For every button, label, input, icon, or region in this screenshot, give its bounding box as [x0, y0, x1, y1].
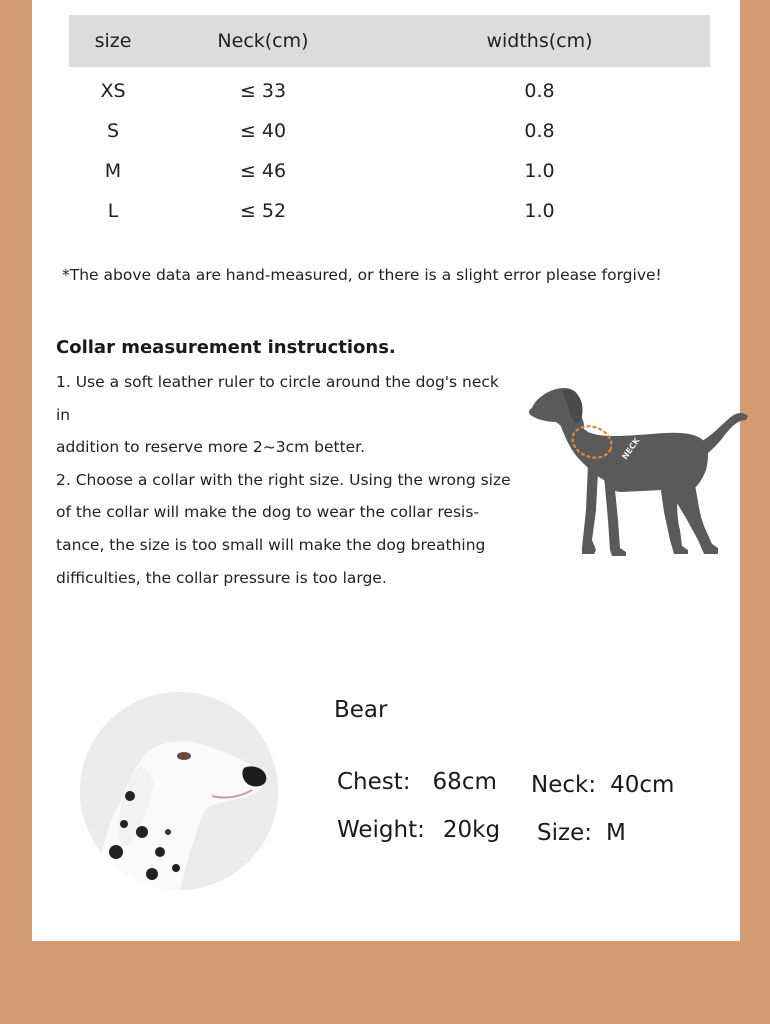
chest-label: Chest:: [337, 769, 411, 795]
cell-width: 0.8: [524, 80, 555, 102]
dalmatian-portrait-icon: [80, 692, 278, 890]
chest-stat: [337, 769, 497, 795]
cell-size: L: [107, 200, 119, 222]
weight-label: Weight:: [337, 817, 425, 843]
size-stat: [537, 820, 626, 846]
weight-value: 20kg: [442, 817, 501, 843]
table-row: [69, 191, 710, 231]
instructions-title: Collar measurement instructions.: [56, 337, 396, 358]
table-row: [69, 111, 710, 151]
instruction-line: difficulties, the collar pressure is too large.: [56, 568, 387, 587]
instruction-line: tance, the size is too small will make the dog breathing: [56, 535, 486, 554]
cell-neck: ≤ 33: [239, 80, 287, 102]
size-chart-table: [69, 15, 710, 231]
table-row: [69, 151, 710, 191]
table-row: [69, 67, 710, 111]
cell-width: 1.0: [524, 160, 555, 182]
header-widths: widths(cm): [369, 15, 710, 67]
neck-label: Neck:: [531, 772, 597, 798]
instruction-line: 1. Use a soft leather ruler to circle around the dog's neck in: [56, 373, 499, 424]
dog-silhouette-icon: [529, 388, 748, 556]
cell-neck: ≤ 52: [239, 200, 287, 222]
instruction-line: 2. Choose a collar with the right size. Using the wrong size: [56, 470, 511, 489]
size-label: Size:: [537, 820, 592, 846]
size-value: M: [605, 820, 626, 846]
chest-value: 68cm: [432, 769, 497, 795]
cell-width: 1.0: [524, 200, 555, 222]
cell-size: M: [104, 160, 122, 182]
neck-stat: [531, 772, 674, 798]
cell-size: XS: [100, 80, 126, 102]
size-chart-header-row: [69, 15, 710, 67]
neck-figure-label: NECK: [620, 436, 642, 462]
neck-value: 40cm: [610, 772, 675, 798]
instruction-line: addition to reserve more 2~3cm better.: [56, 438, 366, 457]
content-card: [32, 0, 740, 941]
dog-name: Bear: [334, 697, 388, 723]
cell-width: 0.8: [524, 120, 555, 142]
dog-neck-diagram: [522, 380, 750, 565]
measurement-note: *The above data are hand-measured, or there is a slight error please forgive!: [62, 266, 662, 284]
weight-stat: [337, 817, 500, 843]
cell-neck: ≤ 46: [239, 160, 287, 182]
header-neck: Neck(cm): [157, 15, 369, 67]
dog-avatar: [80, 692, 278, 890]
header-size: size: [69, 15, 157, 67]
instruction-line: of the collar will make the dog to wear the collar resis-: [56, 503, 480, 522]
cell-neck: ≤ 40: [239, 120, 287, 142]
instructions-body: [56, 366, 516, 594]
cell-size: S: [106, 120, 120, 142]
